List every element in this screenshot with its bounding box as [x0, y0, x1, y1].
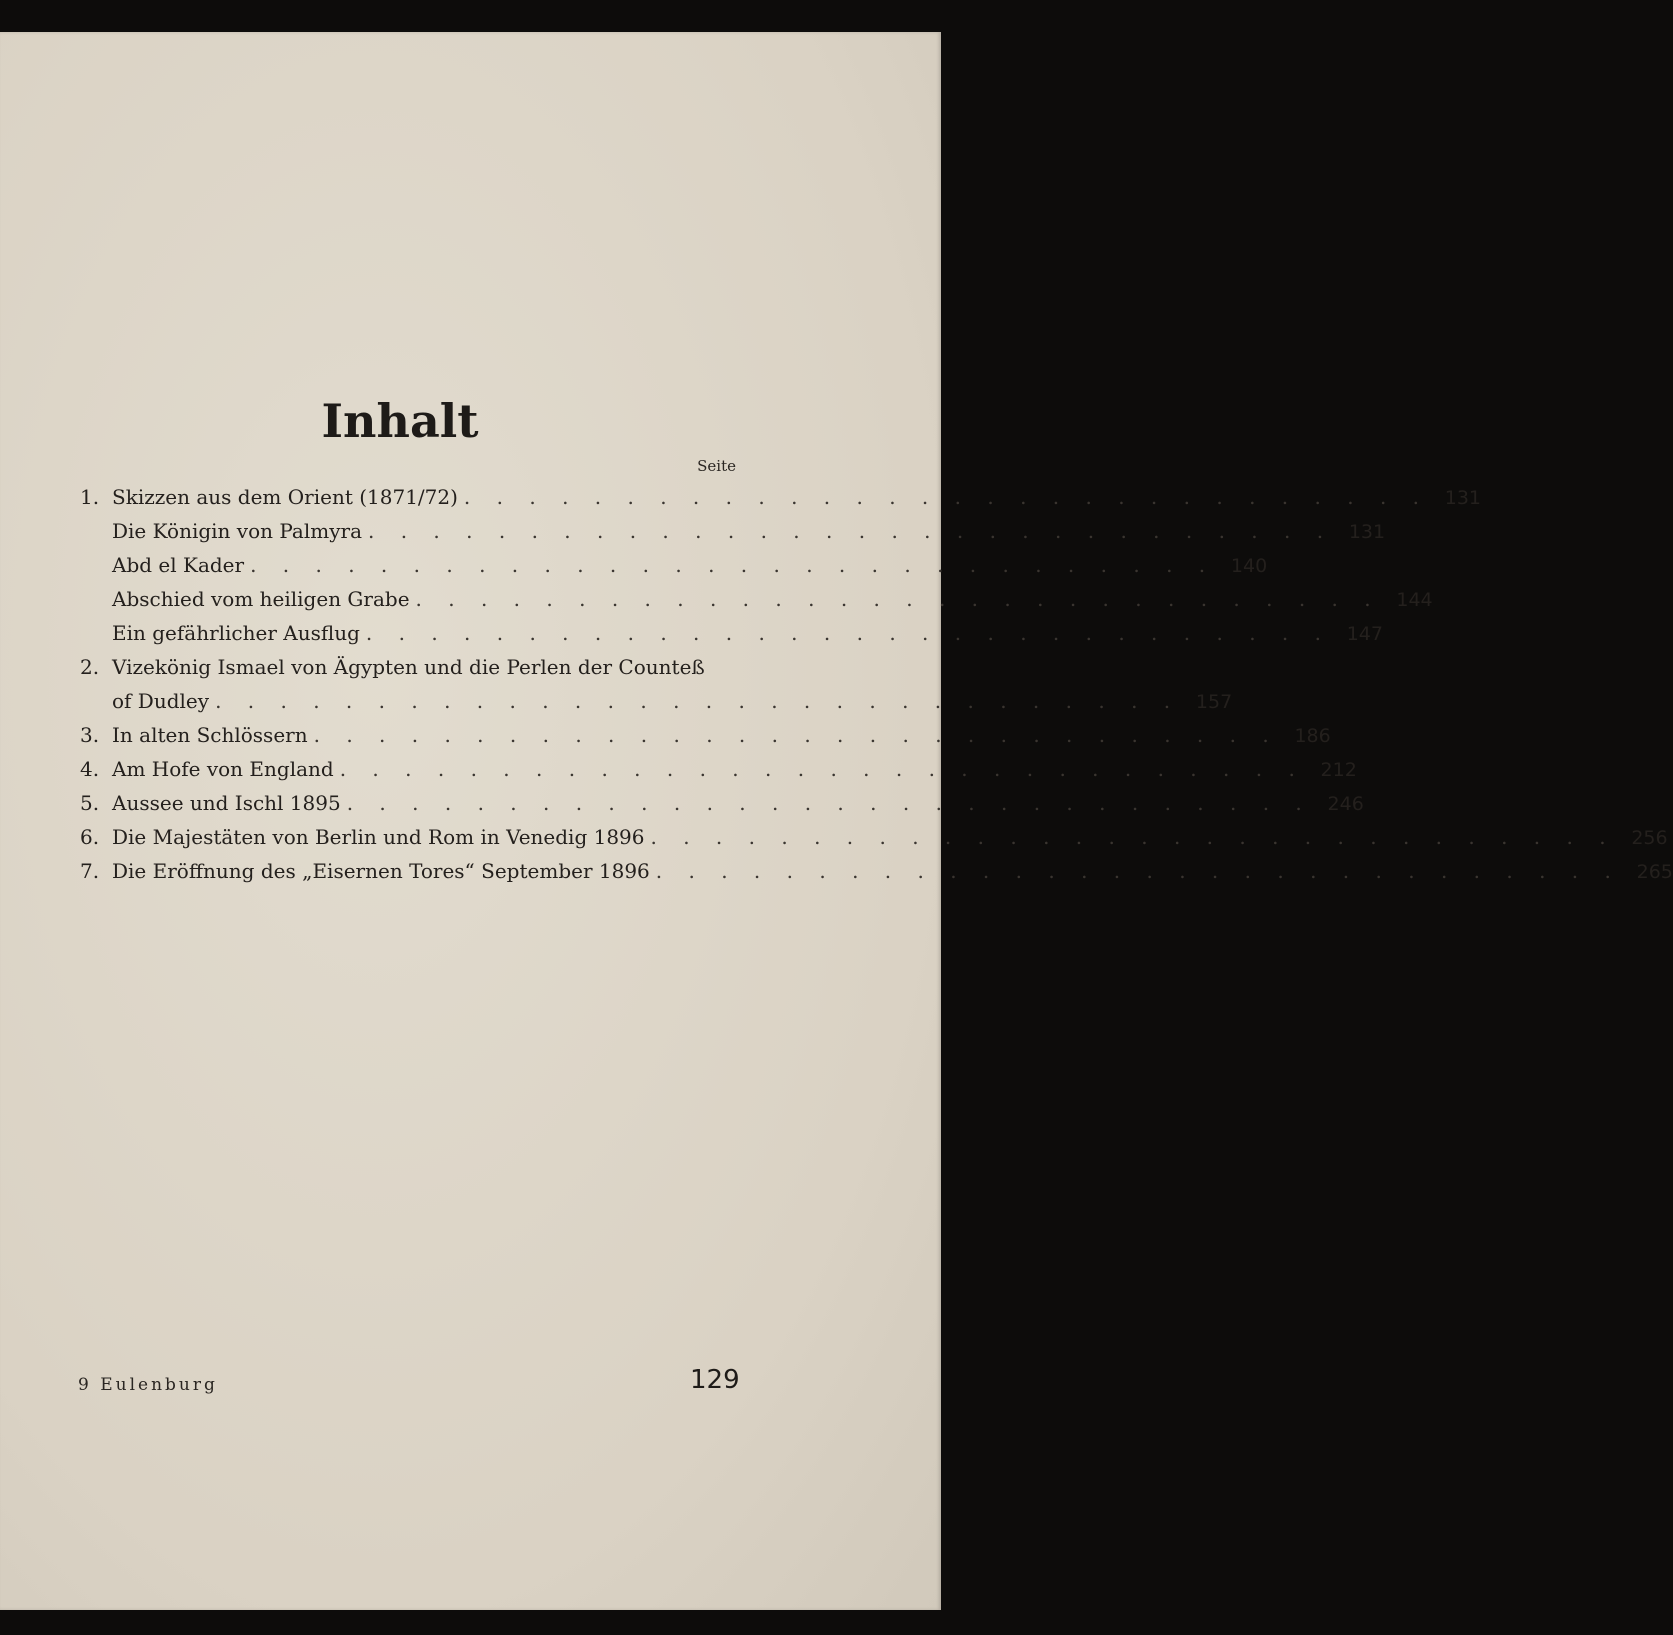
- toc-entry: [80, 718, 1331, 752]
- toc-entry: [80, 480, 1482, 514]
- toc-entry-title: Vizekönig Ismael von Ägypten und die Perlen der Counteß: [112, 655, 705, 679]
- toc-entry-page: 140: [1230, 555, 1268, 577]
- toc-entry-number: 5.: [80, 791, 100, 815]
- toc-entry: [80, 650, 736, 684]
- leader-dots: . . . . . . . . . . . . . . . . . . . . . . . . . . . . . .: [339, 757, 1305, 781]
- toc-entry-number: 1.: [80, 485, 100, 509]
- toc-entry-title: of Dudley: [112, 689, 210, 713]
- toc-entry: [80, 786, 1364, 820]
- toc-entry-number: 2.: [80, 655, 100, 679]
- leader-dots: . . . . . . . . . . . . . . . . . . . . . . . . . . . . . .: [463, 485, 1430, 509]
- toc-entry: [80, 548, 1268, 582]
- toc-entry-page: 265: [1636, 861, 1673, 883]
- toc-entry: [80, 514, 1386, 548]
- table-of-contents: [80, 480, 1673, 888]
- toc-entry-title: Abd el Kader: [112, 553, 245, 577]
- toc-entry-page: 212: [1320, 759, 1357, 781]
- book-page: [0, 32, 1673, 1610]
- toc-entry-number: 4.: [80, 757, 100, 781]
- toc-entry-title: In alten Schlössern: [112, 723, 308, 747]
- toc-entry-page: 147: [1346, 623, 1383, 645]
- toc-entry: [80, 854, 1673, 888]
- toc-entry-page: 186: [1294, 725, 1331, 747]
- toc-entry-title: Abschied vom heiligen Grabe: [112, 587, 410, 611]
- toc-entry-title: Am Hofe von England: [112, 757, 334, 781]
- toc-entry-number: 6.: [80, 825, 100, 849]
- leader-dots: . . . . . . . . . . . . . . . . . . . . . . . . . . . . . .: [313, 723, 1279, 747]
- leader-dots: . . . . . . . . . . . . . . . . . . . . . . . . . . . . . .: [346, 791, 1312, 815]
- leader-dots: . . . . . . . . . . . . . . . . . . . . . . . . . . . . . .: [250, 553, 1216, 577]
- toc-entry: [80, 752, 1357, 786]
- toc-entry-number: 7.: [80, 859, 100, 883]
- leader-dots: . . . . . . . . . . . . . . . . . . . . . . . . . . . . . .: [655, 859, 1621, 883]
- toc-entry-title: Ein gefährlicher Ausflug: [112, 621, 360, 645]
- toc-entry-title: Skizzen aus dem Orient (1871/72): [112, 485, 458, 509]
- leader-dots: . . . . . . . . . . . . . . . . . . . . . . . . . . . . . .: [365, 621, 1331, 645]
- toc-entry-title: Aussee und Ischl 1895: [112, 791, 341, 815]
- leader-dots: . . . . . . . . . . . . . . . . . . . . . . . . . . . . . .: [215, 689, 1181, 713]
- printer-signature: 9 Eulenburg: [78, 1375, 218, 1395]
- toc-entry-page: 131: [1444, 487, 1482, 509]
- toc-entry-title: Die Eröffnung des „Eisernen Tores“ September 1896: [112, 859, 650, 883]
- toc-entry-number: 3.: [80, 723, 100, 747]
- page-number: 129: [690, 1365, 740, 1395]
- toc-entry-page: 131: [1348, 521, 1386, 543]
- page-title: Inhalt: [321, 394, 479, 448]
- toc-entry: [80, 684, 1233, 718]
- page-column-label: Seite: [697, 457, 736, 475]
- toc-entry-title: Die Majestäten von Berlin und Rom in Venedig 1896: [112, 825, 645, 849]
- toc-entry: [80, 582, 1433, 616]
- toc-entry: [80, 616, 1383, 650]
- leader-dots: . . . . . . . . . . . . . . . . . . . . . . . . . . . . . .: [368, 519, 1334, 543]
- toc-entry-page: 256: [1631, 827, 1668, 849]
- leader-dots: . . . . . . . . . . . . . . . . . . . . . . . . . . . . . .: [650, 825, 1616, 849]
- toc-entry-page: 144: [1396, 589, 1433, 611]
- toc-entry-title: Die Königin von Palmyra: [112, 519, 362, 543]
- toc-entry-page: 157: [1195, 691, 1233, 713]
- leader-dots: . . . . . . . . . . . . . . . . . . . . . . . . . . . . . .: [415, 587, 1381, 611]
- toc-entry-page: 246: [1327, 793, 1364, 815]
- toc-entry: [80, 820, 1668, 854]
